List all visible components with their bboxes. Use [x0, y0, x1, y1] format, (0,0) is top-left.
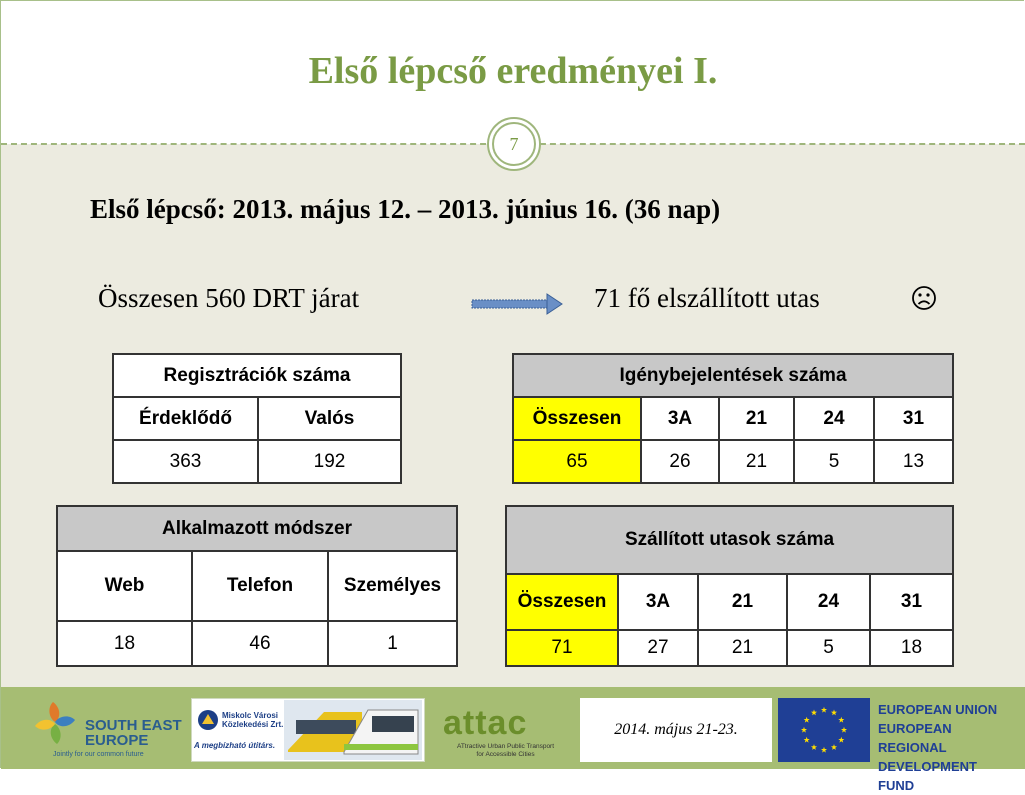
method-header: Telefon — [192, 551, 328, 621]
method-value: 1 — [328, 621, 457, 666]
carried-header: 31 — [870, 574, 953, 630]
carried-value: 5 — [787, 630, 870, 666]
event-date: 2014. május 21-23. — [614, 721, 738, 738]
method-header: Személyes — [328, 551, 457, 621]
method-header: Web — [57, 551, 192, 621]
requests-header: Összesen — [513, 397, 641, 440]
tram-picture — [284, 700, 422, 760]
carried-value: 27 — [618, 630, 698, 666]
requests-header: 21 — [719, 397, 794, 440]
requests-value: 13 — [874, 440, 953, 483]
method-table — [56, 505, 458, 667]
slide-title: Első lépcső eredményei I. — [308, 50, 718, 92]
see-tagline: Jointly for our common future — [53, 751, 144, 758]
page-number-badge — [487, 117, 541, 171]
method-value: 46 — [192, 621, 328, 666]
requests-value: 26 — [641, 440, 719, 483]
mvk-name-line2: Közlekedési Zrt. — [222, 720, 284, 729]
carried-value: 18 — [870, 630, 953, 666]
page-number: 7 — [492, 122, 536, 166]
frown-face-icon — [911, 285, 937, 311]
registrations-value: 192 — [258, 440, 401, 483]
eu-line1: EUROPEAN UNION — [878, 702, 998, 717]
attac-tagline — [443, 743, 568, 759]
total-trips-text: Összesen 560 DRT járat — [98, 283, 360, 313]
carried-header: Összesen — [506, 574, 618, 630]
attac-tagline-line2: for Accessible Cities — [476, 751, 535, 758]
method-value: 18 — [57, 621, 192, 666]
event-date-box — [580, 698, 772, 762]
requests-table — [512, 353, 954, 484]
eu-fund-text — [878, 700, 1006, 795]
attac-tagline-line1: ATtractive Urban Public Transport — [456, 743, 555, 750]
mvk-slogan: A megbízható útitárs. — [194, 741, 276, 750]
requests-header: 3A — [641, 397, 719, 440]
registrations-header: Valós — [258, 397, 401, 440]
attac-logo: attac — [443, 704, 528, 742]
carried-header: 21 — [698, 574, 787, 630]
requests-header: 31 — [874, 397, 953, 440]
mvk-name — [222, 711, 283, 729]
mvk-emblem-icon — [197, 709, 219, 731]
carried-value: 71 — [506, 630, 618, 666]
slide-subtitle: Első lépcső: 2013. május 12. – 2013. június 16. (36 nap) — [90, 194, 721, 224]
method-table-title: Alkalmazott módszer — [57, 506, 457, 551]
eu-line3: DEVELOPMENT FUND — [878, 759, 977, 793]
right-arrow-icon — [471, 293, 563, 315]
mvk-name-line1: Miskolc Városi — [222, 711, 279, 720]
eu-flag — [778, 698, 870, 762]
carried-table-title: Szállított utasok száma — [506, 506, 953, 574]
requests-value: 21 — [719, 440, 794, 483]
requests-value: 65 — [513, 440, 641, 483]
requests-header: 24 — [794, 397, 874, 440]
registrations-table — [112, 353, 402, 484]
carried-header: 3A — [618, 574, 698, 630]
eu-line2: EUROPEAN REGIONAL — [878, 721, 952, 755]
registrations-table-title: Regisztrációk száma — [113, 354, 401, 397]
requests-value: 5 — [794, 440, 874, 483]
carried-header: 24 — [787, 574, 870, 630]
carried-passengers-table — [505, 505, 954, 667]
passengers-text: 71 fő elszállított utas — [594, 283, 820, 313]
carried-value: 21 — [698, 630, 787, 666]
registrations-header: Érdeklődő — [113, 397, 258, 440]
see-name-line1: SOUTH EAST — [85, 717, 182, 734]
see-logo-text — [85, 718, 182, 748]
see-name-line2: EUROPE — [85, 732, 149, 749]
requests-table-title: Igénybejelentések száma — [513, 354, 953, 397]
registrations-value: 363 — [113, 440, 258, 483]
